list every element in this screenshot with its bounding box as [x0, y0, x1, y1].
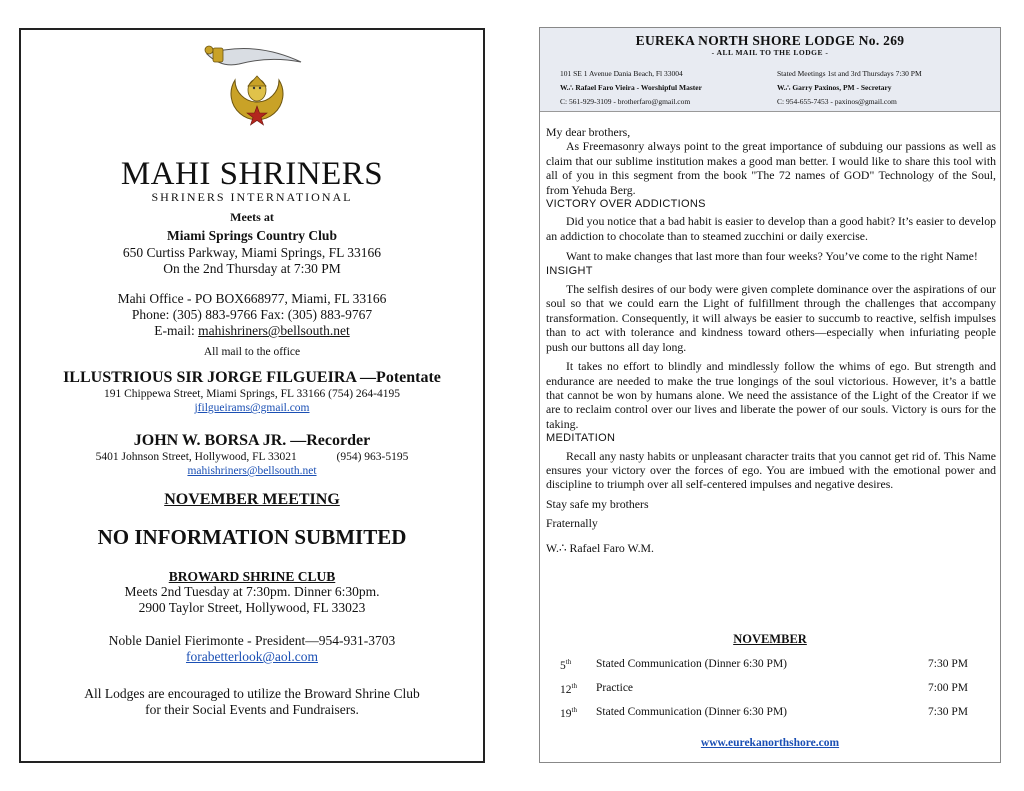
potentate-address: 191 Chippewa Street, Miami Springs, FL 33166 (754) 264-4195 [104, 388, 400, 400]
signature: W.∴ Rafael Faro W.M. [546, 540, 654, 555]
mahi-shriners-page [19, 28, 485, 763]
closing-line-1: All Lodges are encouraged to utilize the Broward Shrine Club [84, 686, 420, 701]
november-heading: NOVEMBER [733, 632, 807, 646]
recorder-address: 5401 Johnson Street, Hollywood, FL 33021 [95, 451, 297, 463]
section-meditation-heading: MEDITATION [546, 432, 616, 445]
mail-note: All mail to the office [203, 346, 301, 358]
intro-paragraph: As Freemasonry always point to the great importance of subduing our passions as well as claim that our sublime institution makes a good man better. I would like to share this tool with all of you in this segment from the book "The 72 names of GOD" Technology of the Soul, from Yehuda Berg. [546, 139, 996, 197]
recorder-name: JOHN W. BORSA JR. —Recorder [133, 432, 371, 449]
page-subtitle: SHRINERS INTERNATIONAL [151, 190, 353, 204]
closing-fraternally: Fraternally [546, 516, 598, 531]
lodge-header [540, 28, 1000, 112]
master-contact: C: 561-929-3109 - brotherfaro@gmail.com [560, 97, 691, 106]
shriners-emblem-icon [199, 40, 309, 140]
broward-club-title: BROWARD SHRINE CLUB [168, 569, 336, 584]
worshipful-master: W.∴ Rafael Faro Vieira - Worshipful Master [560, 83, 702, 92]
website-link[interactable]: www.eurekanorthshore.com [700, 737, 840, 749]
broward-club-meets: Meets 2nd Tuesday at 7:30pm. Dinner 6:30pm. [124, 584, 380, 599]
club-schedule: On the 2nd Thursday at 7:30 PM [163, 261, 341, 276]
recorder-email-link[interactable]: mahishriners@bellsouth.net [187, 465, 317, 477]
eureka-lodge-page [539, 27, 1001, 763]
victory-paragraph-1: Did you notice that a bad habit is easier to develop than a good habit? It’s easier to develop an addiction to chocolate than to steamed zucchini or daily exercise. [546, 214, 996, 243]
office-email-line [21, 323, 483, 339]
meditation-paragraph: Recall any nasty habits or unpleasant character traits that you cannot get rid of. This Name ensures your victory over the forces of ego. You are imbued with the emotional power and discipline to triumph over all self-centered impulses and negative desires. [546, 448, 996, 492]
closing-stay-safe: Stay safe my brothers [546, 496, 649, 511]
broward-club-address: 2900 Taylor Street, Hollywood, FL 33023 [138, 600, 366, 615]
potentate-email-link[interactable]: jfilgueirams@gmail.com [194, 402, 310, 414]
lodge-mail-note: - ALL MAIL TO THE LODGE - [711, 48, 829, 57]
greeting: My dear brothers, [546, 125, 631, 139]
club-name: Miami Springs Country Club [167, 228, 337, 243]
section-victory-heading: VICTORY OVER ADDICTIONS [546, 198, 706, 211]
secretary: W.∴ Garry Paxinos, PM - Secretary [777, 83, 892, 92]
victory-paragraph-2: Want to make changes that last more than four weeks? You’ve come to the right Name! [566, 249, 978, 264]
schedule-event: Stated Communication (Dinner 6:30 PM) [596, 706, 788, 718]
schedule-day: 5th [560, 658, 572, 672]
schedule-time: 7:30 PM [928, 658, 968, 670]
insight-paragraph-2: It takes no effort to blindly and mindlessly follow the whims of ego. But strength and endurance are needed to make the true longings of the soul victorious. However, it’s a battle that cannot be won by humans alone. We need the assistance of the Light of the Creator if we are to reclaim control over our lives and liberate the power of our souls. Victory is ours for the taking. [546, 359, 996, 431]
no-info-notice: NO INFORMATION SUBMITED [97, 525, 407, 549]
president-line: Noble Daniel Fierimonte - President—954-931-3703 [108, 633, 396, 648]
schedule-row [540, 682, 1000, 698]
schedule-time: 7:00 PM [928, 682, 968, 694]
office-address: Mahi Office - PO BOX668977, Miami, FL 33166 [117, 291, 387, 306]
meeting-heading: NOVEMBER MEETING [164, 491, 340, 508]
schedule-event: Stated Communication (Dinner 6:30 PM) [596, 658, 788, 670]
schedule-event: Practice [596, 682, 634, 694]
recorder-contact [21, 450, 483, 464]
stated-meetings: Stated Meetings 1st and 3rd Thursdays 7:30 PM [777, 69, 922, 78]
schedule-row [540, 658, 1000, 674]
letter-body [546, 125, 996, 555]
office-phone: Phone: (305) 883-9766 Fax: (305) 883-9767 [131, 307, 373, 322]
section-insight-heading: INSIGHT [546, 264, 593, 277]
page-title: MAHI SHRINERS [120, 156, 384, 192]
email-label: E-mail: [154, 323, 199, 338]
president-email-link[interactable]: forabetterlook@aol.com [185, 649, 318, 664]
schedule-row [540, 706, 1000, 722]
office-email-link[interactable]: mahishriners@bellsouth.net [198, 323, 350, 338]
schedule-time: 7:30 PM [928, 706, 968, 718]
insight-paragraph-1: The selfish desires of our body were given complete dominance over the aspirations of our soul so that we could earn the Light of fulfillment through the challenges that accompany transformation. Consequently, it will always be easier to succumb to reactive, selfish impulses than to act with tolerance and kindness toward others—especially when infuriating people push our buttons all day long. [546, 282, 996, 354]
recorder-phone: (954) 963-5195 [336, 451, 409, 463]
secretary-contact: C: 954-655-7453 - paxinos@gmail.com [777, 97, 897, 106]
potentate-name: ILLUSTRIOUS SIR JORGE FILGUEIRA —Potentate [63, 369, 441, 386]
club-address: 650 Curtiss Parkway, Miami Springs, FL 33166 [122, 245, 382, 260]
schedule-day: 19th [560, 706, 577, 720]
closing-line-2: for their Social Events and Fundraisers. [145, 702, 359, 717]
meets-at-label: Meets at [230, 210, 274, 224]
schedule-day: 12th [560, 682, 577, 696]
lodge-address: 101 SE 1 Avenue Dania Beach, Fl 33004 [560, 69, 683, 78]
lodge-name: EUREKA NORTH SHORE LODGE No. 269 [635, 33, 905, 48]
